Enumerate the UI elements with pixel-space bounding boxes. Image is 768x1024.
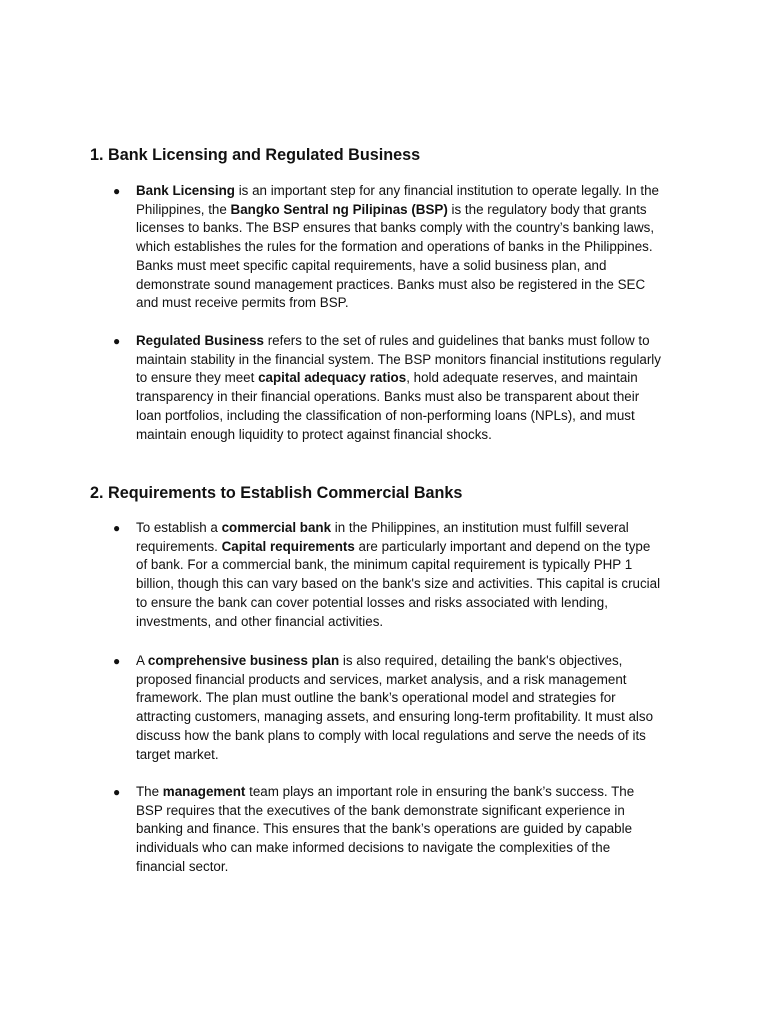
paragraph-bank-licensing bbox=[136, 182, 684, 313]
text-line: A comprehensive business plan is also required, detailing the bank's objectives, bbox=[136, 653, 623, 668]
bold-term: capital adequacy ratios bbox=[258, 370, 407, 386]
text-line: investments, and other financial activities. bbox=[136, 613, 384, 629]
bold-term: management bbox=[162, 784, 246, 799]
text-line: Philippines, the Bangko Sentral ng Pilipinas (BSP) is the regulatory body that grants bbox=[136, 201, 647, 217]
text-line: demonstrate sound management practices. Banks must also be registered in the SEC bbox=[136, 276, 646, 292]
text-line: target market. bbox=[136, 746, 219, 762]
text-line: maintain enough liquidity to protect against financial shocks. bbox=[136, 426, 492, 442]
section-heading-requirements: 2. Requirements to Establish Commercial Banks bbox=[90, 484, 463, 502]
text-line: requirements. Capital requirements are particularly important and depend on the type bbox=[136, 538, 651, 554]
text-line: which establishes the rules for the formation and operations of banks in the Philippines. bbox=[136, 239, 653, 255]
text-line: of bank. For a commercial bank, the minimum capital requirement is typically PHP 1 bbox=[136, 557, 633, 573]
text-line: Bank Licensing is an important step for any financial institution to operate legally. In the bbox=[136, 183, 659, 198]
text-line: framework. The plan must outline the bank’s operational model and strategies for bbox=[136, 690, 616, 706]
bullet-marker: ● bbox=[113, 184, 121, 198]
paragraph-business-plan bbox=[136, 652, 684, 764]
text-line: licenses to banks. The BSP ensures that banks comply with the country’s banking laws, bbox=[136, 220, 655, 236]
text-line: discuss how the bank plans to comply with local regulations and serve the needs of its bbox=[136, 727, 646, 743]
text-line: maintain stability in the financial system. The BSP monitors financial institutions regularly bbox=[136, 351, 661, 367]
text-line: attracting customers, managing assets, and ensuring long-term profitability. It must also bbox=[136, 709, 654, 725]
text-line: individuals who can make informed decisions to navigate the complexities of the bbox=[136, 840, 611, 856]
text-line: loan portfolios, including the classification of non-performing loans (NPLs), and must bbox=[136, 407, 635, 423]
bullet-marker: ● bbox=[113, 654, 121, 668]
section-heading-bank-licensing: 1. Bank Licensing and Regulated Business bbox=[90, 146, 421, 164]
bullet-marker: ● bbox=[113, 785, 121, 799]
text-line: Banks must meet specific capital requirements, have a solid business plan, and bbox=[136, 257, 607, 273]
bold-term: Capital requirements bbox=[221, 538, 355, 554]
bold-term: Bangko Sentral ng Pilipinas (BSP) bbox=[230, 201, 448, 217]
text-line: To establish a commercial bank in the Philippines, an institution must fulfill several bbox=[136, 520, 629, 535]
text-line: proposed financial products and services, market analysis, and a risk management bbox=[136, 671, 627, 687]
bold-term: commercial bank bbox=[221, 520, 332, 535]
text-line: transparency in their financial operations. Banks must also be transparent about their bbox=[136, 389, 640, 405]
paragraph-management bbox=[136, 783, 684, 877]
text-line: to ensure they meet capital adequacy ratios, hold adequate reserves, and maintain bbox=[136, 370, 638, 386]
bold-term: comprehensive business plan bbox=[147, 653, 340, 668]
bullet-marker: ● bbox=[113, 334, 121, 348]
text-line: banking and finance. This ensures that the bank’s operations are guided by capable bbox=[136, 821, 633, 837]
text-line: The management team plays an important role in ensuring the bank’s success. The bbox=[136, 784, 635, 799]
bold-term: Bank Licensing bbox=[136, 183, 235, 198]
text-line: BSP requires that the executives of the bank demonstrate significant experience in bbox=[136, 802, 625, 818]
paragraph-capital-requirements bbox=[136, 519, 684, 631]
text-line: billion, though this can vary based on the bank's size and activities. This capital is crucial bbox=[136, 576, 661, 592]
paragraph-regulated-business bbox=[136, 332, 684, 444]
bullet-marker: ● bbox=[113, 521, 121, 535]
text-line: to ensure the bank can cover potential losses and risks associated with lending, bbox=[136, 594, 608, 610]
text-line: financial sector. bbox=[136, 858, 229, 874]
bold-term: Regulated Business bbox=[136, 333, 264, 348]
text-line: and must receive permits from BSP. bbox=[136, 295, 349, 311]
text-line: Regulated Business refers to the set of rules and guidelines that banks must follow to bbox=[136, 333, 650, 348]
